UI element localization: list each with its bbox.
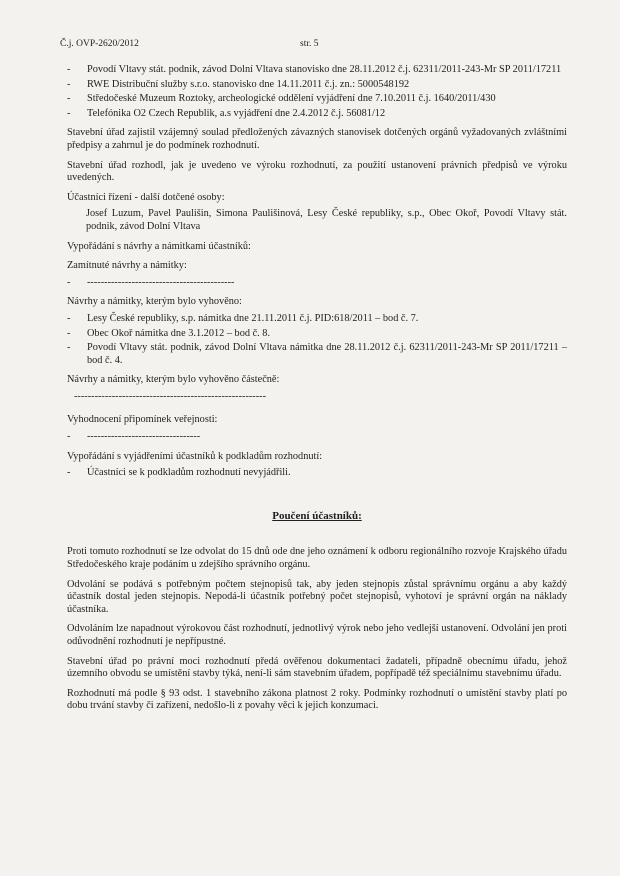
- list-item: - Telefónika O2 Czech Republik, a.s vyjádření dne 2.4.2012 č.j. 56081/12: [67, 107, 386, 119]
- paragraph-rozhodl: Stavební úřad rozhodl, jak je uvedeno ve výroku rozhodnutí, za použití ustanovení právních předpisů ve výroku uvedených.: [67, 159, 567, 184]
- section-title: Poučení účastníků:: [272, 509, 362, 522]
- participants-list: Josef Luzum, Pavel Paulišin, Simona Paulišinová, Lesy České republiky, s.p., Obec Okoř, Povodí Vltavy stát. podnik, závod Dolní Vltava: [86, 208, 567, 232]
- list-item: - Lesy České republiky, s.p. námitka dne 21.11.2011 č.j. PID:618/2011 – bod č. 7.: [67, 312, 419, 324]
- paragraph-soulad: Stavební úřad zajistil vzájemný soulad předložených závazných stanovisek dotčených orgánů vyžadovaných zvláštními předpisy a zahrnul je do podmínek rozhodnutí.: [67, 127, 567, 151]
- public-comments-label: Vyhodnocení připomínek veřejnosti:: [67, 414, 218, 426]
- list-item: - RWE Distribuční služby s.r.o. stanovisko dne 14.11.2011 č.j. zn.: 5000548192: [67, 78, 410, 90]
- participants-label: Účastníci řízení - další dotčené osoby:: [67, 191, 225, 203]
- instruction-paragraph: Proti tomuto rozhodnutí se lze odvolat do 15 dnů ode dne jeho oznámení k odboru regionálního rozvoje Krajského úřadu Středočeského kraje podáním u zdejšího správního orgánu.: [67, 546, 567, 571]
- instruction-paragraph: Odvoláním lze napadnout výrokovou část rozhodnutí, jednotlivý výrok nebo jeho vedlejší ustanovení. Odvolání jen proti odůvodnění rozhodnutí je nepřípustné.: [67, 623, 567, 647]
- page-number: str. 5: [300, 39, 319, 49]
- instruction-paragraph: Odvolání se podává s potřebným počtem stejnopisů tak, aby jeden stejnopis zůstal správnímu orgánu a aby každý účastník dostal jeden stejnopis. Nepodá-li účastník potřebný počet stejnopisů, vyhotoví je správní orgán na náklady účastníka.: [67, 578, 567, 615]
- list-item: - Povodí Vltavy stát. podnik, závod Dolní Vltava námitka dne 28.11.2012 č.j. 62311/2011-243-Mr SP 2011/17211 – bod č. 4.: [67, 342, 567, 366]
- accepted-label: Návrhy a námitky, kterým bylo vyhověno:: [67, 296, 242, 308]
- settlement-label: Vypořádání s návrhy a námitkami účastníků:: [67, 240, 251, 252]
- list-item: - ---------------------------------: [67, 431, 201, 443]
- instruction-paragraph: Rozhodnutí má podle § 93 odst. 1 stavebního zákona platnost 2 roky. Podmínky rozhodnutí o umístění stavby platí po dobu trvání stavby či zařízení, nedošlo-li z povahy věci k jejich konzumaci.: [67, 687, 567, 712]
- rejected-label: Zamítnuté návrhy a námitky:: [67, 260, 187, 272]
- list-item: - Účastníci se k podkladům rozhodnutí nevyjádřili.: [67, 467, 291, 479]
- list-item: - -------------------------------------------: [67, 276, 235, 288]
- dash-line: --------------------------------------------------------: [74, 390, 267, 402]
- instruction-paragraph: Stavební úřad po právní moci rozhodnutí předá ověřenou dokumentaci žadateli, případně obecnímu úřadu, jehož územního obvodu se umístění stavby týká, není-li sám stavebním úřadem, popřípadě též speciálnímu stavebnímu úřadu.: [67, 655, 567, 680]
- statements-label: Vypořádání s vyjádřeními účastníků k podkladům rozhodnutí:: [67, 450, 323, 462]
- reference-number: Č.j. OVP-2620/2012: [60, 39, 139, 49]
- document-body: [67, 64, 567, 713]
- partially-accepted-label: Návrhy a námitky, kterým bylo vyhověno částečně:: [67, 374, 280, 386]
- list-item: - Středočeské Muzeum Roztoky, archeologické oddělení vyjádření dne 7.10.2011 č.j. 1640/2011/430: [67, 93, 496, 105]
- list-item: - Obec Okoř námitka dne 3.1.2012 – bod č. 8.: [67, 327, 271, 339]
- list-item: - Povodí Vltavy stát. podnik, závod Dolní Vltava stanovisko dne 28.11.2012 č.j. 62311/2011-243-Mr SP 2011/17211: [67, 64, 562, 75]
